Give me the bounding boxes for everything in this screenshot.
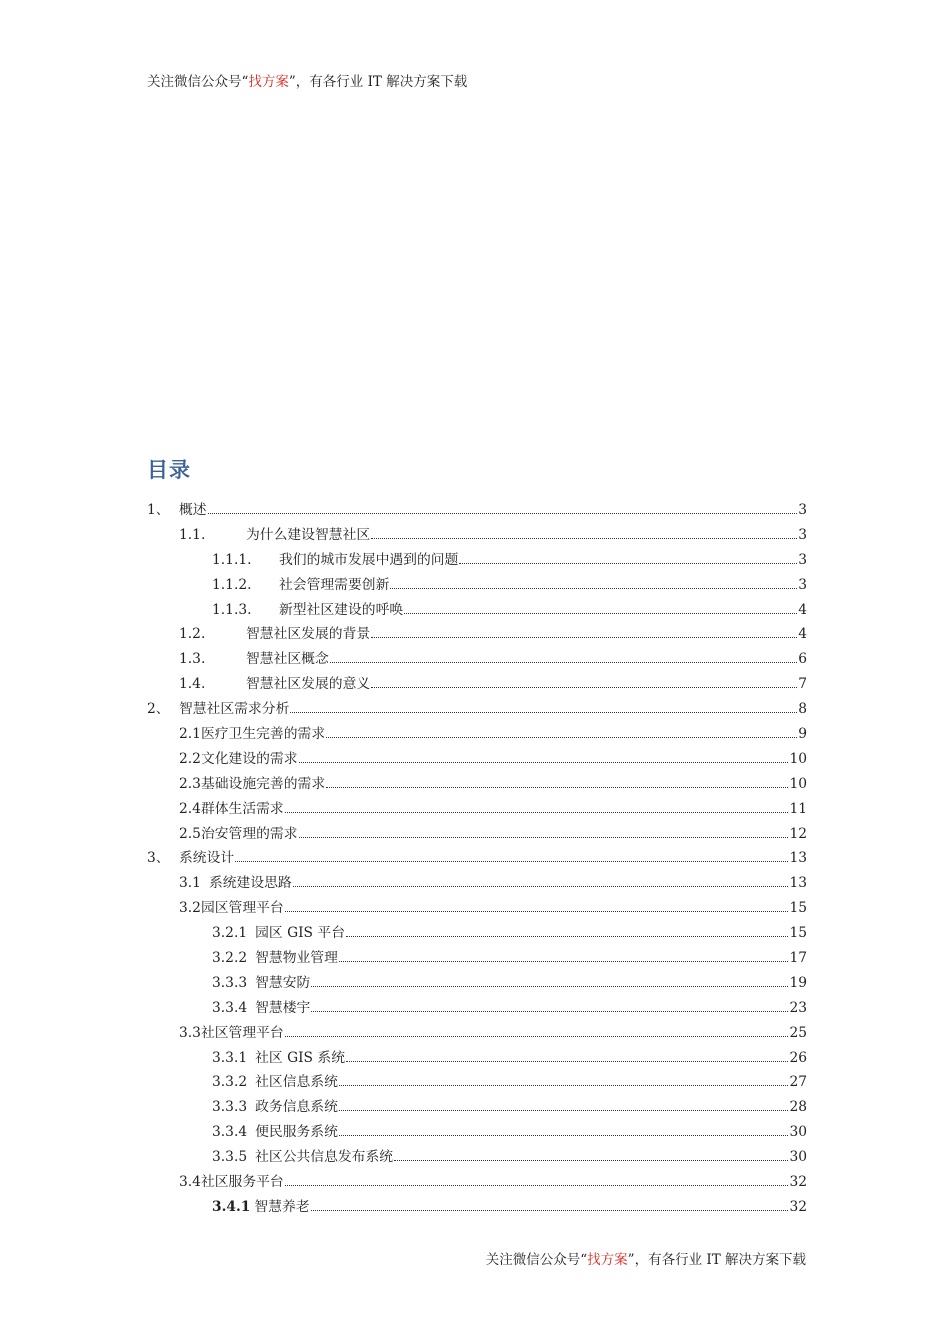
- toc-entry-title: 系统建设思路: [208, 875, 292, 892]
- toc-leader: [285, 811, 789, 813]
- toc-entry[interactable]: [147, 921, 807, 946]
- toc-leader: [235, 860, 788, 862]
- toc-entry-number: 1.1.1.: [212, 551, 252, 568]
- toc-title: 目录: [147, 458, 191, 482]
- toc-entry-number: 3.3.5: [212, 1149, 248, 1166]
- toc-entry[interactable]: [147, 647, 807, 672]
- toc-entry-number: 2.2: [179, 750, 201, 767]
- toc-entry[interactable]: [147, 822, 807, 847]
- toc-leader: [371, 686, 797, 688]
- toc-entry[interactable]: [147, 622, 807, 647]
- toc-entry[interactable]: [147, 871, 807, 896]
- header-highlight: 找方案: [248, 74, 289, 90]
- toc-entry-title: 我们的城市发展中遇到的问题: [279, 551, 459, 568]
- toc-entry[interactable]: [147, 672, 807, 697]
- footer-prefix: 关注微信公众号“: [485, 1252, 588, 1268]
- toc-entry-number: 3、: [147, 850, 170, 867]
- toc-entry-page: 17: [789, 950, 807, 967]
- toc-entry-page: 12: [789, 825, 807, 842]
- toc-leader: [339, 960, 789, 962]
- header-suffix: ”，有各行业 IT 解决方案下载: [288, 74, 468, 90]
- toc-entry[interactable]: [147, 498, 807, 523]
- toc-entry-number: 3.3: [179, 1024, 201, 1041]
- toc-entry-title: 系统设计: [179, 850, 235, 867]
- toc-leader: [339, 1134, 789, 1136]
- toc-entry-number: 3.2.2: [212, 950, 248, 967]
- toc-entry[interactable]: [147, 598, 807, 623]
- toc-entry-title: 文化建设的需求: [200, 750, 298, 767]
- toc-entry-number: 2.5: [179, 825, 201, 842]
- toc-entry-page: 32: [789, 1198, 807, 1215]
- toc-entry-number: 3.3.4: [212, 1124, 248, 1141]
- toc-entry-page: 19: [789, 974, 807, 991]
- toc-entry[interactable]: [147, 1195, 807, 1220]
- toc-entry-number: 1.1.3.: [212, 601, 252, 618]
- toc-entry[interactable]: [147, 1120, 807, 1145]
- toc-entry-number: 3.3.4: [212, 999, 248, 1016]
- toc-leader: [311, 985, 788, 987]
- toc-entry-number: 3.3.2: [212, 1074, 248, 1091]
- toc-entry-title: 智慧楼宇: [255, 999, 311, 1016]
- toc-entry-title: 智慧养老: [254, 1198, 310, 1215]
- toc-leader: [346, 935, 788, 937]
- toc-entry[interactable]: [147, 1095, 807, 1120]
- toc-leader: [285, 910, 789, 912]
- toc-entry-title: 医疗卫生完善的需求: [200, 726, 326, 743]
- toc-leader: [208, 512, 798, 514]
- toc-entry-title: 社区服务平台: [200, 1174, 284, 1191]
- toc-entry-number: 1.3.: [179, 651, 206, 668]
- toc-entry-title: 政务信息系统: [255, 1099, 338, 1116]
- toc-entry-page: 7: [798, 676, 807, 693]
- footer-suffix: ”，有各行业 IT 解决方案下载: [627, 1252, 806, 1268]
- toc-entry-title: 新型社区建设的呼唤: [279, 601, 404, 618]
- toc-entry-number: 3.4: [179, 1174, 201, 1191]
- toc-leader: [404, 612, 797, 614]
- toc-entry[interactable]: [147, 846, 807, 871]
- toc-entry-title: 智慧安防: [255, 974, 311, 991]
- toc-leader: [285, 1035, 789, 1037]
- toc-entry-number: 3.3.3: [212, 1099, 248, 1116]
- toc-entry[interactable]: [147, 1170, 807, 1195]
- toc-entry-title: 智慧社区需求分析: [179, 701, 290, 718]
- toc-entry-page: 3: [798, 576, 807, 593]
- toc-leader: [293, 885, 789, 887]
- toc-entry-page: 30: [789, 1149, 807, 1166]
- toc-entry-page: 13: [789, 875, 807, 892]
- toc-entry-title: 智慧社区发展的意义: [246, 676, 371, 693]
- toc-entry[interactable]: [147, 772, 807, 797]
- toc-entry[interactable]: [147, 946, 807, 971]
- toc-entry-page: 13: [789, 850, 807, 867]
- toc-entry-number: 1.1.: [179, 526, 206, 543]
- toc-entry-title: 园区 GIS 平台: [255, 925, 345, 942]
- toc-entry-page: 32: [789, 1174, 807, 1191]
- toc-entry[interactable]: [147, 722, 807, 747]
- toc-entry-number: 1.1.2.: [212, 576, 252, 593]
- toc-entry[interactable]: [147, 697, 807, 722]
- toc-entry-page: 3: [798, 502, 807, 518]
- toc-entry[interactable]: [147, 996, 807, 1021]
- toc-entry-number: 3.3.1: [212, 1049, 248, 1066]
- toc-entry-title: 社区公共信息发布系统: [255, 1149, 394, 1166]
- toc-leader: [290, 711, 797, 713]
- toc-leader: [371, 537, 797, 539]
- toc-entry-number: 2.4: [179, 800, 201, 817]
- toc-entry-page: 28: [789, 1099, 807, 1116]
- toc-entry-page: 9: [798, 726, 807, 743]
- toc-entry-title: 智慧社区概念: [246, 651, 329, 668]
- toc-leader: [299, 836, 789, 838]
- table-of-contents: [147, 498, 807, 1220]
- toc-entry-title: 概述: [179, 502, 207, 518]
- toc-entry-page: 15: [789, 900, 807, 917]
- toc-entry-page: 30: [789, 1124, 807, 1141]
- toc-entry-page: 26: [789, 1049, 807, 1066]
- toc-entry[interactable]: [147, 971, 807, 996]
- header-prefix: 关注微信公众号“: [147, 74, 249, 90]
- toc-entry-page: 4: [798, 626, 807, 643]
- toc-entry[interactable]: [147, 1070, 807, 1095]
- toc-entry-number: 1.4.: [179, 676, 206, 693]
- toc-entry-number: 2.1: [179, 726, 201, 743]
- toc-leader: [371, 636, 797, 638]
- toc-entry-page: 6: [798, 651, 807, 668]
- toc-entry[interactable]: [147, 797, 807, 822]
- toc-entry-number: 3.2: [179, 900, 201, 917]
- toc-entry-number: 3.2.1: [212, 925, 248, 942]
- toc-entry-number: 2.3: [179, 775, 201, 792]
- toc-entry-title: 群体生活需求: [200, 800, 284, 817]
- toc-leader: [330, 661, 797, 663]
- toc-entry[interactable]: [147, 548, 807, 573]
- page-header: [147, 70, 467, 90]
- toc-entry-page: 8: [798, 701, 807, 718]
- toc-entry-page: 23: [789, 999, 807, 1016]
- toc-leader: [339, 1084, 789, 1086]
- toc-leader: [311, 1010, 788, 1012]
- toc-entry[interactable]: [147, 896, 807, 921]
- toc-entry-page: 3: [798, 551, 807, 568]
- toc-leader: [390, 587, 797, 589]
- toc-entry-number: 1.2.: [179, 626, 206, 643]
- toc-entry-title: 社区 GIS 系统: [255, 1049, 345, 1066]
- toc-leader: [311, 1209, 789, 1211]
- toc-entry-page: 10: [789, 775, 807, 792]
- toc-entry-page: 10: [789, 750, 807, 767]
- toc-entry[interactable]: [147, 1021, 807, 1046]
- toc-entry-number: 2、: [147, 701, 170, 718]
- toc-entry-number: 1、: [147, 502, 170, 518]
- toc-entry-number: 3.3.3: [212, 974, 248, 991]
- toc-entry-page: 3: [798, 526, 807, 543]
- toc-leader: [339, 1109, 789, 1111]
- toc-entry-title: 社会管理需要创新: [279, 576, 390, 593]
- toc-leader: [326, 736, 797, 738]
- toc-entry[interactable]: [147, 747, 807, 772]
- toc-entry-page: 25: [789, 1024, 807, 1041]
- toc-entry-page: 4: [798, 601, 807, 618]
- toc-entry-title: 治安管理的需求: [200, 825, 298, 842]
- toc-entry[interactable]: [147, 523, 807, 548]
- toc-entry-title: 园区管理平台: [200, 900, 284, 917]
- toc-entry[interactable]: [147, 1046, 807, 1071]
- toc-leader: [326, 786, 788, 788]
- toc-entry[interactable]: [147, 573, 807, 598]
- toc-entry-title: 基础设施完善的需求: [200, 775, 326, 792]
- toc-leader: [346, 1060, 788, 1062]
- toc-entry-title: 社区信息系统: [255, 1074, 338, 1091]
- page-footer: [486, 1248, 806, 1268]
- toc-entry-page: 27: [789, 1074, 807, 1091]
- toc-leader: [459, 562, 797, 564]
- toc-entry[interactable]: [147, 1145, 807, 1170]
- toc-entry-title: 便民服务系统: [255, 1124, 338, 1141]
- toc-entry-title: 智慧社区发展的背景: [246, 626, 371, 643]
- toc-leader: [299, 761, 789, 763]
- toc-entry-title: 社区管理平台: [200, 1024, 284, 1041]
- toc-entry-number: 3.4.1: [212, 1198, 251, 1215]
- footer-highlight: 找方案: [587, 1252, 628, 1268]
- toc-entry-number: 3.1: [179, 875, 201, 892]
- toc-leader: [285, 1184, 789, 1186]
- toc-entry-title: 智慧物业管理: [255, 950, 338, 967]
- toc-entry-title: 为什么建设智慧社区: [246, 526, 371, 543]
- toc-entry-page: 15: [789, 925, 807, 942]
- toc-entry-page: 11: [789, 800, 807, 817]
- toc-leader: [394, 1159, 788, 1161]
